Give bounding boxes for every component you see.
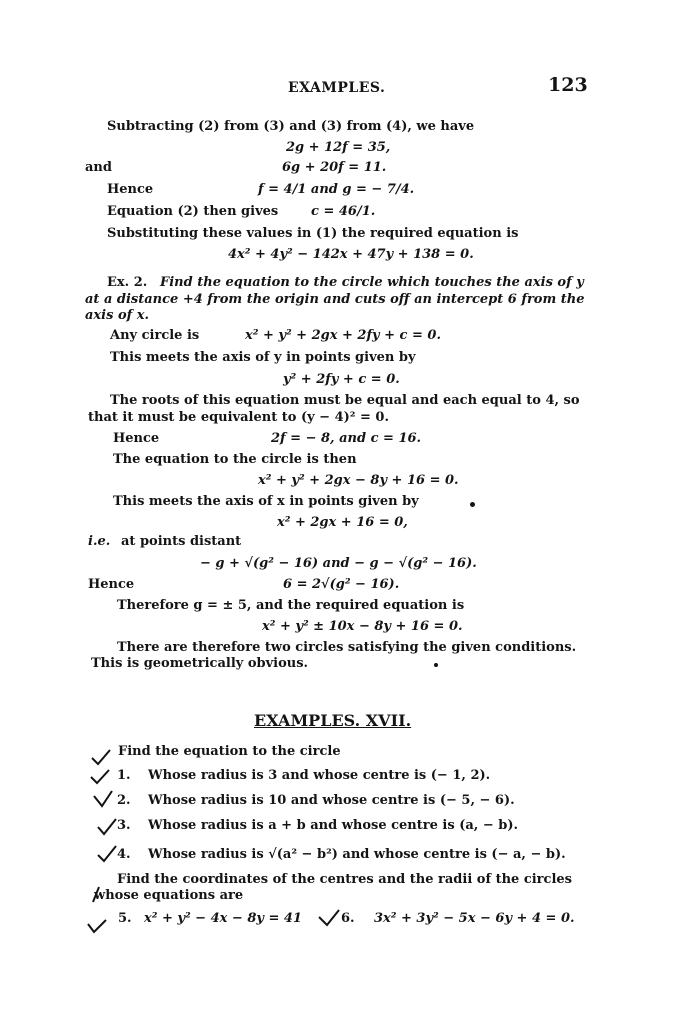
pencil-check-mark [90,748,112,766]
text-line: Hence [107,182,154,197]
exercise-intro: Find the coordinates of the centres and the radii of the circles [117,872,572,887]
equation-line: 6g + 20f = 11. [282,160,387,175]
exercise-number: 1. [117,768,131,783]
exercise-number: 2. [117,793,131,808]
equation-line: x² + y² + 2gx − 8y + 16 = 0. [258,473,459,488]
equation-line: 2g + 12f = 35, [286,140,391,155]
equation-line: 2f = − 8, and c = 16. [271,431,422,446]
exercise-text: Whose radius is a + b and whose centre is (a, − b). [148,818,519,833]
exercise-text: Whose radius is 3 and whose centre is (− 1, 2). [148,768,491,783]
pencil-check-mark [92,790,114,808]
exercise-number: 6. [341,911,355,926]
text-line: The equation to the circle is then [113,452,357,467]
exercise-number: 3. [117,818,131,833]
text-line: Subtracting (2) from (3) and (3) from (4), we have [107,119,475,134]
text-line: This meets the axis of x in points given by [113,494,419,509]
text-line: Any circle is [110,328,200,343]
ink-speck [470,502,475,507]
equation-line: x² + y² ± 10x − 8y + 16 = 0. [262,619,463,634]
problem-statement: axis of x. [85,308,150,323]
exercise-text: Whose radius is √(a² − b²) and whose centre is (− a, − b). [148,847,566,862]
exercise-text: 3x² + 3y² − 5x − 6y + 4 = 0. [374,911,575,926]
exercise-number: 4. [117,847,131,862]
problem-statement: Find the equation to the circle which touches the axis of y [160,275,584,290]
exercise-text: Whose radius is 10 and whose centre is (− 5, − 6). [148,793,515,808]
text-line: This meets the axis of y in points given by [110,350,416,365]
pencil-check-mark [318,909,340,927]
text-line: i.e. [88,534,111,549]
running-head: EXAMPLES. [288,80,386,96]
exercise-intro: Find the equation to the circle [118,744,341,759]
equation-line: c = 46/1. [311,204,376,219]
text-line: Hence [113,431,160,446]
equation-line: f = 4/1 and g = − 7/4. [258,182,415,197]
text-line: The roots of this equation must be equal and each equal to 4, so [110,393,580,408]
text-line: There are therefore two circles satisfying the given conditions. [117,640,577,655]
exercise-heading: EXAMPLES. XVII. [254,711,412,730]
pencil-check-mark [96,818,118,836]
example-label: Ex. 2. [107,275,148,290]
exercise-text: x² + y² − 4x − 8y = 41 [144,911,302,926]
equation-line: − g + √(g² − 16) and − g − √(g² − 16). [200,556,477,571]
text-line: Substituting these values in (1) the required equation is [107,226,519,241]
text-line: that it must be equivalent to (y − 4)² = 0. [88,410,389,425]
pencil-check-mark [86,916,108,934]
pencil-check-mark [89,769,111,787]
equation-line: 6 = 2√(g² − 16). [283,577,400,592]
text-line: Equation (2) then gives [107,204,279,219]
text-line: This is geometrically obvious. [91,656,309,671]
page-number: 123 [548,74,588,96]
exercise-intro: whose equations are [94,888,244,903]
equation-line: x² + y² + 2gx + 2fy + c = 0. [245,328,441,343]
equation-line: x² + 2gx + 16 = 0, [277,515,408,530]
text-line: Therefore g = ± 5, and the required equation is [117,598,465,613]
text-line: at points distant [121,534,242,549]
exercise-number: 5. [118,911,132,926]
pencil-check-mark [96,845,118,863]
problem-statement: at a distance +4 from the origin and cuts off an intercept 6 from the [85,292,585,307]
ink-speck [434,663,438,667]
text-line: and [85,160,112,175]
equation-line: y² + 2fy + c = 0. [283,372,400,387]
equation-line: 4x² + 4y² − 142x + 47y + 138 = 0. [228,247,474,262]
text-line: Hence [88,577,135,592]
